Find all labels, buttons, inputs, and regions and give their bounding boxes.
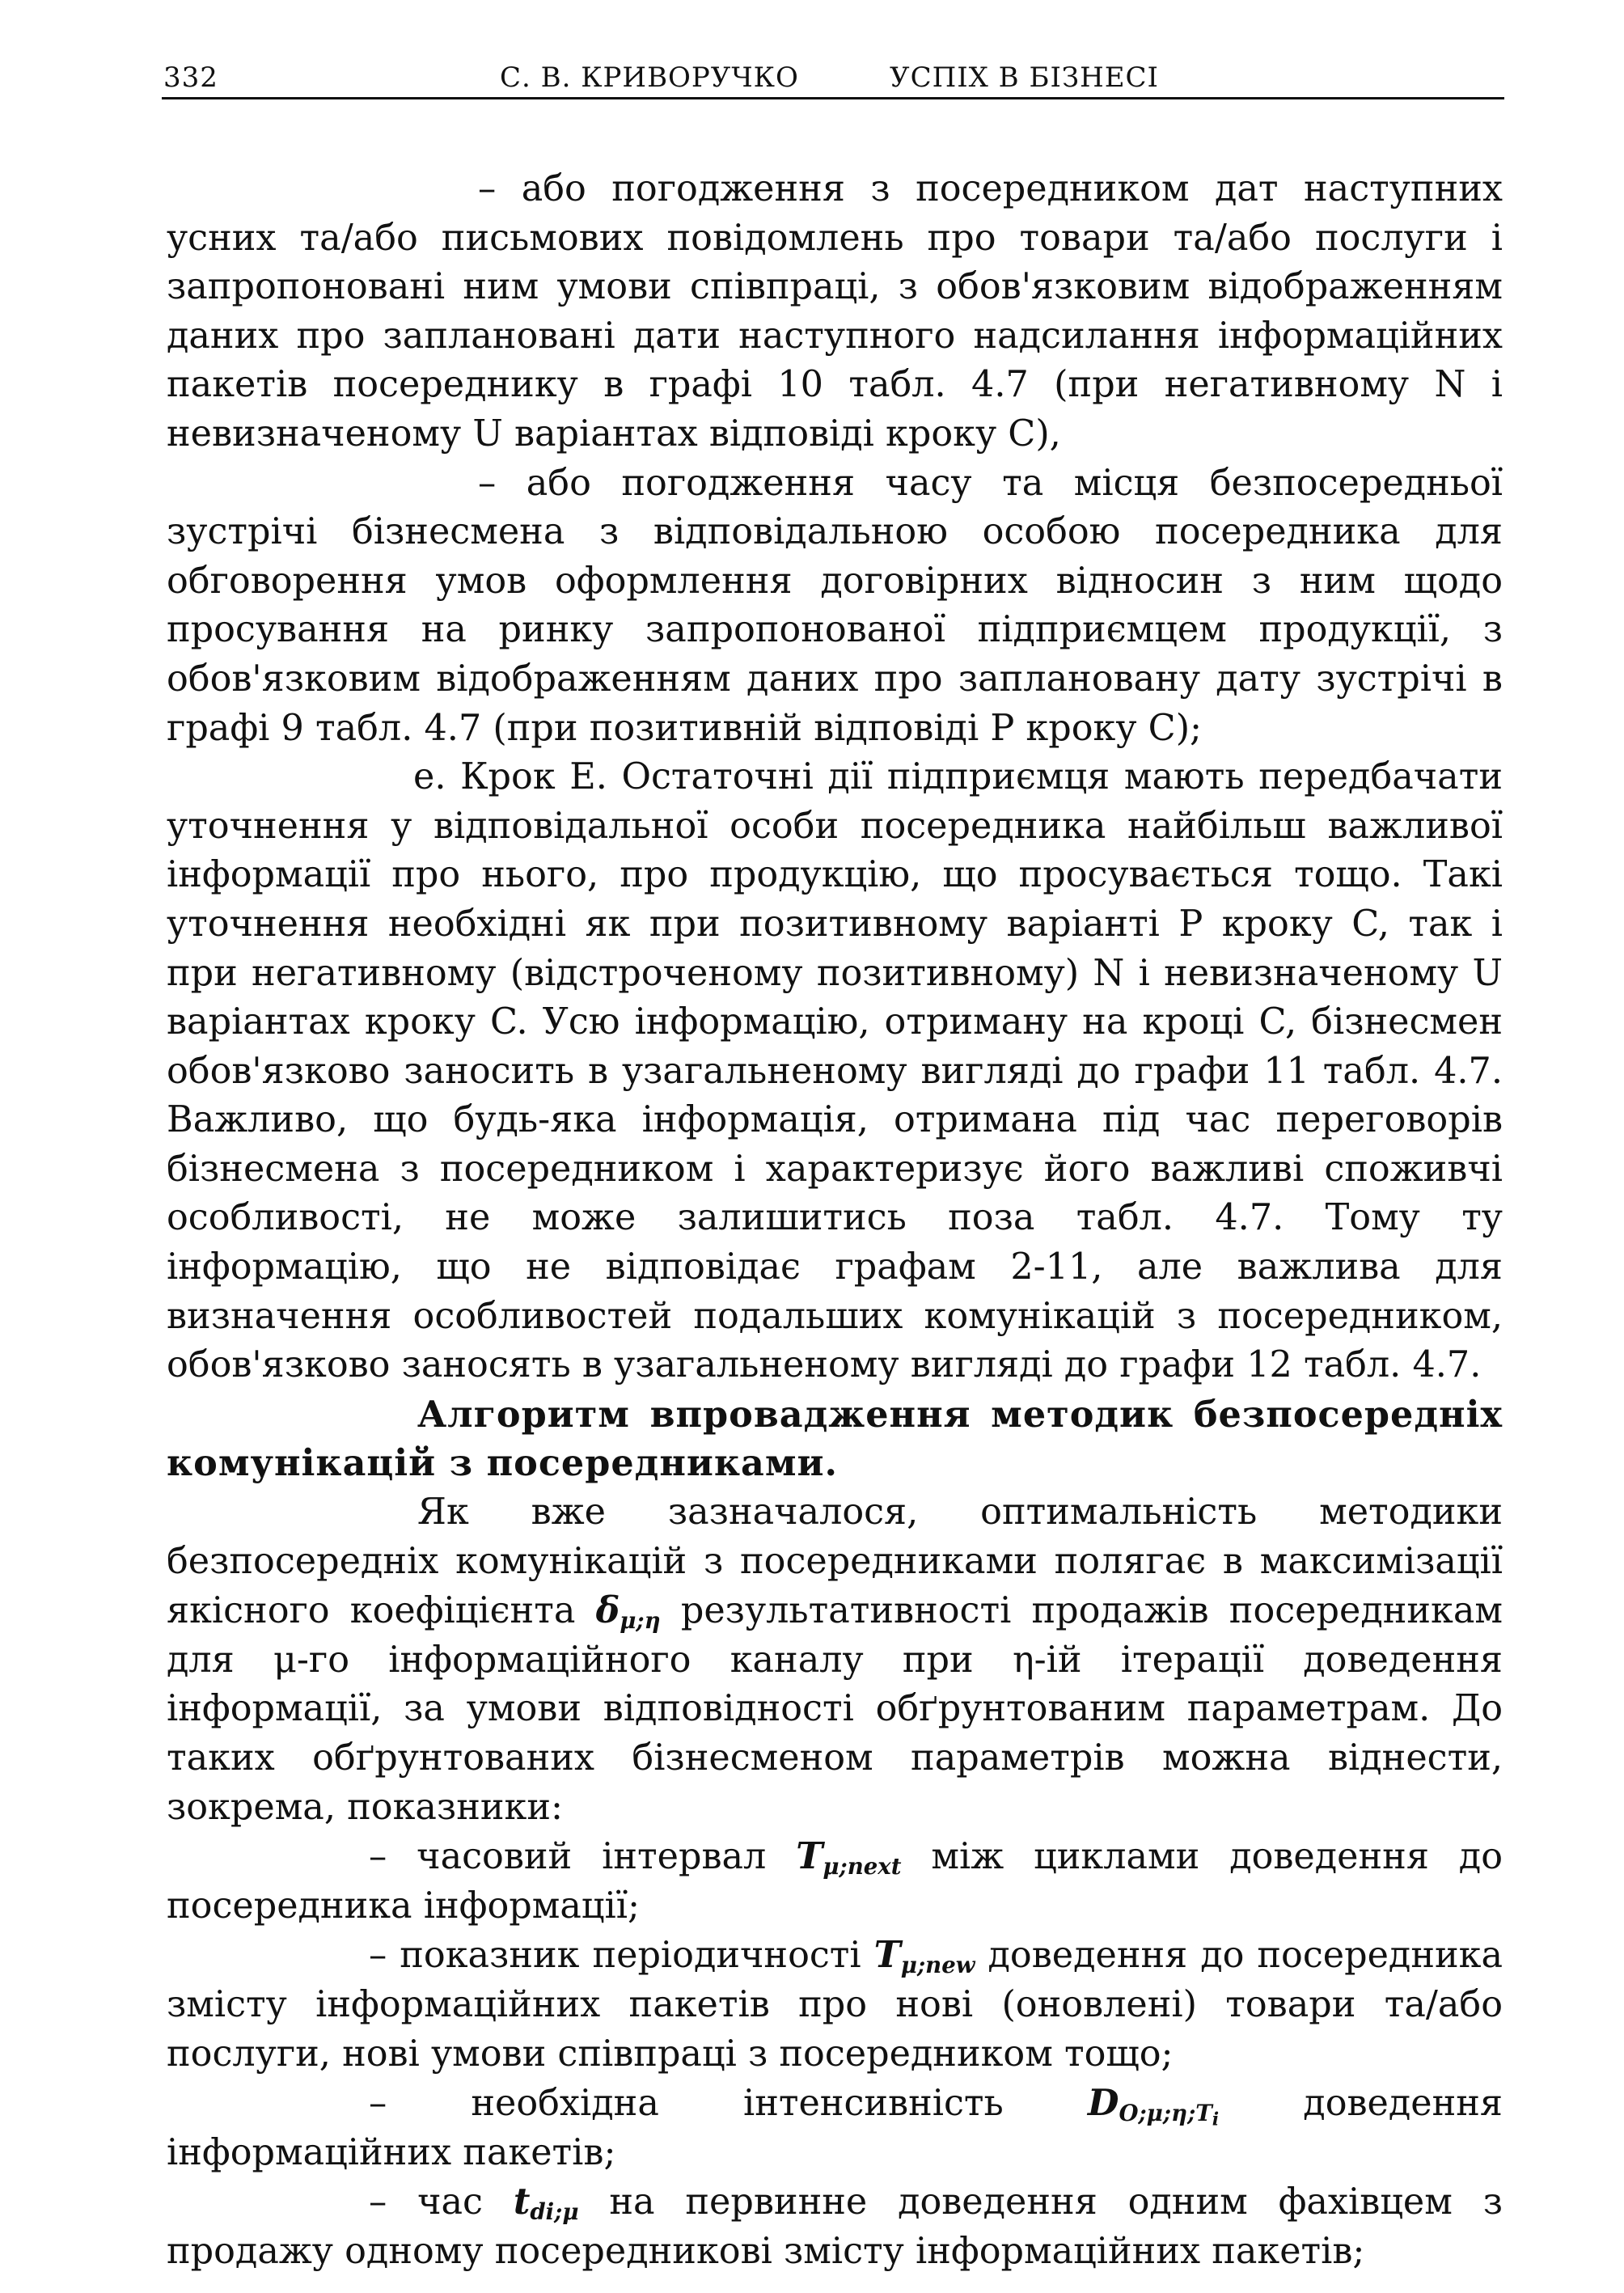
symbol-subscript: μ;next [823,1853,902,1881]
list-item-periodicity [167,1931,1503,2079]
text-run: -ій ітерації доведення інформації, за умови відповідності обґрунтованим параметрам. До таких обґрунтованих бізнесменом параметрів можна віднести, зокрема, показники: [167,1639,1503,1828]
author-name: С. В. КРИВОРУЧКО [500,61,799,94]
text-run: Як вже зазначалося, оптимальність методики безпосередніх комунікацій з посередниками полягає в максимізації якісного коефіцієнта [167,1491,1503,1632]
running-header [162,52,1504,99]
text-run: – час [369,2181,514,2223]
symbol-base: D [1087,2082,1119,2125]
paragraph-step-e: e. Крок E. Остаточні дії підприємця мають передбачати уточнення у відповідальної особи посередника найбільш важливої інформації про нього, про продукцію, що просувається тощо. Такі уточнення необхідні як при позитивному варіанті P кроку C, так і при негативному (відстроченому позитивному) N і невизначеному U варіантах кроку C. Усю інформацію, отриману на кроці C, бізнесмен обов'язково заносить в узагальненому вигляді до графи 11 табл. 4.7. Важливо, що будь-яка інформація, отримана під час переговорів бізнесмена з посередником і характеризує його важливі споживчі особливості, не може залишитись поза табл. 4.7. Тому ту інформацію, що не відповідає графам 2-11, але важлива для визначення особливостей подальших комунікацій з посередником, обов'язково заносять в узагальненому вигляді до графи 12 табл. 4.7. [167,756,1503,1386]
t-next-symbol [796,1835,902,1881]
list-item-time-interval [167,1832,1503,1931]
page-body [167,165,1503,2277]
subscript-text: O;μ;η;T [1119,2100,1212,2127]
t-new-symbol [873,1934,975,1979]
text-run: доведення до посередника змісту інформаційних пакетів про нові (оновлені) товари та/або послуги, нові умови співпраці з посередником тощо; [167,1935,1503,2075]
d-intensity-symbol [1087,2082,1220,2130]
paragraph-agree-meeting: – або погодження часу та місця безпосередньої зустрічі бізнесмена з відповідальною особою посередника для обговорення умов оформлення договірних відносин з ним щодо просування на ринку запропонованої підприємцем продукції, з обов'язковим відображенням даних про заплановану дату зустрічі в графі 9 табл. 4.7 (при позитивній відповіді P кроку C); [167,462,1503,749]
eta-symbol: η [1012,1639,1034,1681]
text-run: – необхідна інтенсивність [369,2083,1088,2125]
book-title: УСПІХ В БІЗНЕСІ [890,61,1159,94]
symbol-subscript: μ;new [900,1952,975,1979]
symbol-base: t [513,2181,531,2223]
text-run: на первинне доведення одним фахівцем з продажу одному посередникові змісту інформаційних пакетів; [167,2181,1503,2272]
delta-coefficient-symbol [595,1589,661,1635]
symbol-base: T [796,1835,823,1878]
text-run: – показник періодичності [369,1935,874,1977]
symbol-subscript: μ;η [620,1607,661,1635]
t-di-symbol [513,2181,579,2226]
symbol-sub-subscript: i [1212,2109,1220,2130]
page-number: 332 [163,61,218,94]
text-run: доведення інформаційних пакетів; [167,2083,1503,2173]
text-run: – часовий інтервал [369,1836,797,1878]
symbol-subscript: di;μ [530,2198,579,2226]
paragraph-agree-dates: – або погодження з посередником дат наступних усних та/або письмових повідомлень про товари та/або послуги і запропоновані ним умови співпраці, з обов'язковим відображенням даних про заплановані дати наступного надсилання інформаційних пакетів посереднику в графі 10 табл. 4.7 (при негативному N і невизначеному U варіантах відповіді кроку C), [167,168,1503,455]
text-run: між циклами доведення до посередника інформації; [167,1836,1503,1927]
symbol-subscript [1119,2100,1220,2130]
text-run: -го інформаційного каналу при [296,1639,1013,1681]
list-item-time-initial [167,2177,1503,2276]
paragraph-optimality [167,1488,1503,1832]
mu-symbol: μ [273,1639,297,1681]
list-item-intensity [167,2079,1503,2177]
text-run: результативності продажів посередникам для [167,1590,1503,1681]
symbol-base: T [873,1934,901,1977]
section-heading: Алгоритм впровадження методик безпосередніх комунікацій з посередниками. [167,1393,1503,1485]
symbol-base: δ [595,1589,620,1632]
